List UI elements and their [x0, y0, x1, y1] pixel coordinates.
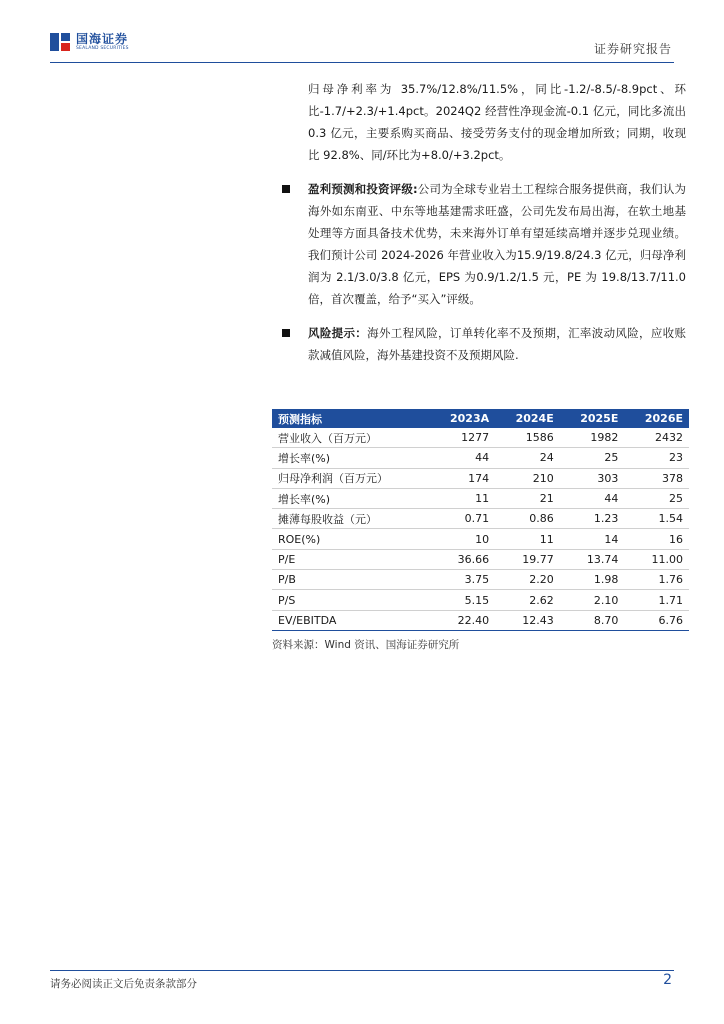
header-cell: 2026E	[644, 412, 683, 425]
value-cell: 3.75	[429, 570, 495, 590]
table-row	[272, 488, 689, 508]
value-cell: 1586	[495, 428, 560, 448]
value-cell: 11.00	[624, 549, 689, 569]
main-content	[272, 78, 686, 366]
table-row	[272, 468, 689, 488]
value-cell: 12.43	[495, 610, 560, 630]
report-type: 证券研究报告	[593, 42, 672, 56]
row-label-cell: 摊薄每股收益（元）	[272, 509, 429, 529]
value-cell: 21	[495, 488, 560, 508]
row-label-cell: EV/EBITDA	[272, 610, 429, 630]
row-label-cell: P/S	[272, 590, 429, 610]
bullet-title: 盈利预测和投资评级:	[308, 182, 418, 196]
table-row	[272, 428, 689, 448]
value-cell: 0.71	[429, 509, 495, 529]
company-logo	[50, 30, 129, 54]
logo-mark-icon	[50, 31, 72, 53]
value-cell: 11	[495, 529, 560, 549]
row-label-cell: P/E	[272, 549, 429, 569]
row-label-cell: 归母净利润（百万元）	[272, 468, 429, 488]
table-row	[272, 448, 689, 468]
row-label-cell: 增长率(%)	[272, 488, 429, 508]
page-number: 2	[663, 972, 672, 988]
value-cell: 174	[429, 468, 495, 488]
footer-disclaimer: 请务必阅读正文后免责条款部分	[50, 978, 197, 990]
row-label-cell: 增长率(%)	[272, 448, 429, 468]
value-cell: 8.70	[560, 610, 625, 630]
value-cell: 6.76	[624, 610, 689, 630]
value-cell: 1.54	[624, 509, 689, 529]
row-label-cell: 营业收入（百万元）	[272, 428, 429, 448]
table-row	[272, 590, 689, 610]
value-cell: 1.76	[624, 570, 689, 590]
header-cell: 2025E	[580, 412, 619, 425]
value-cell: 2.20	[495, 570, 560, 590]
header-cell: 2023A	[449, 412, 490, 425]
bullet-text: 海外工程风险，订单转化率不及预期，汇率波动风险，应收账款减值风险，海外基建投资不及预期风险.	[308, 326, 687, 362]
forecast-table-section	[272, 409, 689, 652]
table-row	[272, 570, 689, 590]
value-cell: 44	[429, 448, 495, 468]
value-cell: 210	[495, 468, 560, 488]
value-cell: 25	[560, 448, 625, 468]
logo-english-name: SEALAND SECURITIES	[76, 45, 129, 51]
table-header-row	[272, 409, 689, 428]
value-cell: 378	[624, 468, 689, 488]
header-cell: 预测指标	[278, 412, 322, 426]
value-cell: 11	[429, 488, 495, 508]
value-cell: 1.23	[560, 509, 625, 529]
value-cell: 14	[560, 529, 625, 549]
value-cell: 1982	[560, 428, 625, 448]
value-cell: 2432	[624, 428, 689, 448]
value-cell: 13.74	[560, 549, 625, 569]
header-divider	[50, 62, 674, 63]
forecast-table	[272, 409, 689, 631]
table-row	[272, 610, 689, 630]
table-source: 资料来源：Wind 资讯、国海证券研究所	[272, 638, 460, 651]
value-cell: 16	[624, 529, 689, 549]
value-cell: 0.86	[495, 509, 560, 529]
bullet-text: 公司为全球专业岩土工程综合服务提供商，我们认为海外如东南亚、中东等地基建需求旺盛，公司先发布局出海，在软土地基处理等方面具备技术优势，未来海外订单有望延续高增并逐步兑现业绩。我们预计公司 2024-2026 年营业收入为15.9/19.8/24.3 亿元，归母净利润为 2.1/3.0/3.8 亿元，EPS 为0.9/1.2/1.5 元，PE 为 19.8/13.7/11.0 倍，首次覆盖，给予“买入”评级。	[308, 182, 686, 306]
value-cell: 2.62	[495, 590, 560, 610]
table-row	[272, 549, 689, 569]
value-cell: 1277	[429, 428, 495, 448]
value-cell: 25	[624, 488, 689, 508]
bullet-risk-warning	[272, 322, 686, 366]
value-cell: 2.10	[560, 590, 625, 610]
header-cell: 2024E	[515, 412, 554, 425]
bullet-square-icon	[282, 185, 290, 193]
value-cell: 23	[624, 448, 689, 468]
table-row	[272, 509, 689, 529]
continued-paragraph: 归母净利率为 35.7%/12.8%/11.5%，同比-1.2/-8.5/-8.9pct、环比-1.7/+2.3/+1.4pct。2024Q2 经营性净现金流-0.1 亿元，同比多流出0.3 亿元，主要系购买商品、接受劳务支付的现金增加所致；同期，收现比 92.8%、同/环比为+8.0/+3.2pct。	[308, 82, 686, 162]
value-cell: 36.66	[429, 549, 495, 569]
value-cell: 22.40	[429, 610, 495, 630]
logo-chinese-name: 国海证券	[76, 31, 129, 46]
row-label-cell: ROE(%)	[272, 529, 429, 549]
footer-divider	[50, 970, 674, 971]
value-cell: 19.77	[495, 549, 560, 569]
page-header	[0, 0, 724, 64]
row-label-cell: P/B	[272, 570, 429, 590]
value-cell: 1.98	[560, 570, 625, 590]
bullet-title: 风险提示：	[308, 326, 368, 340]
bullet-forecast-rating	[272, 178, 686, 310]
value-cell: 10	[429, 529, 495, 549]
value-cell: 44	[560, 488, 625, 508]
value-cell: 1.71	[624, 590, 689, 610]
value-cell: 5.15	[429, 590, 495, 610]
table-row	[272, 529, 689, 549]
value-cell: 24	[495, 448, 560, 468]
value-cell: 303	[560, 468, 625, 488]
bullet-square-icon	[282, 329, 290, 337]
